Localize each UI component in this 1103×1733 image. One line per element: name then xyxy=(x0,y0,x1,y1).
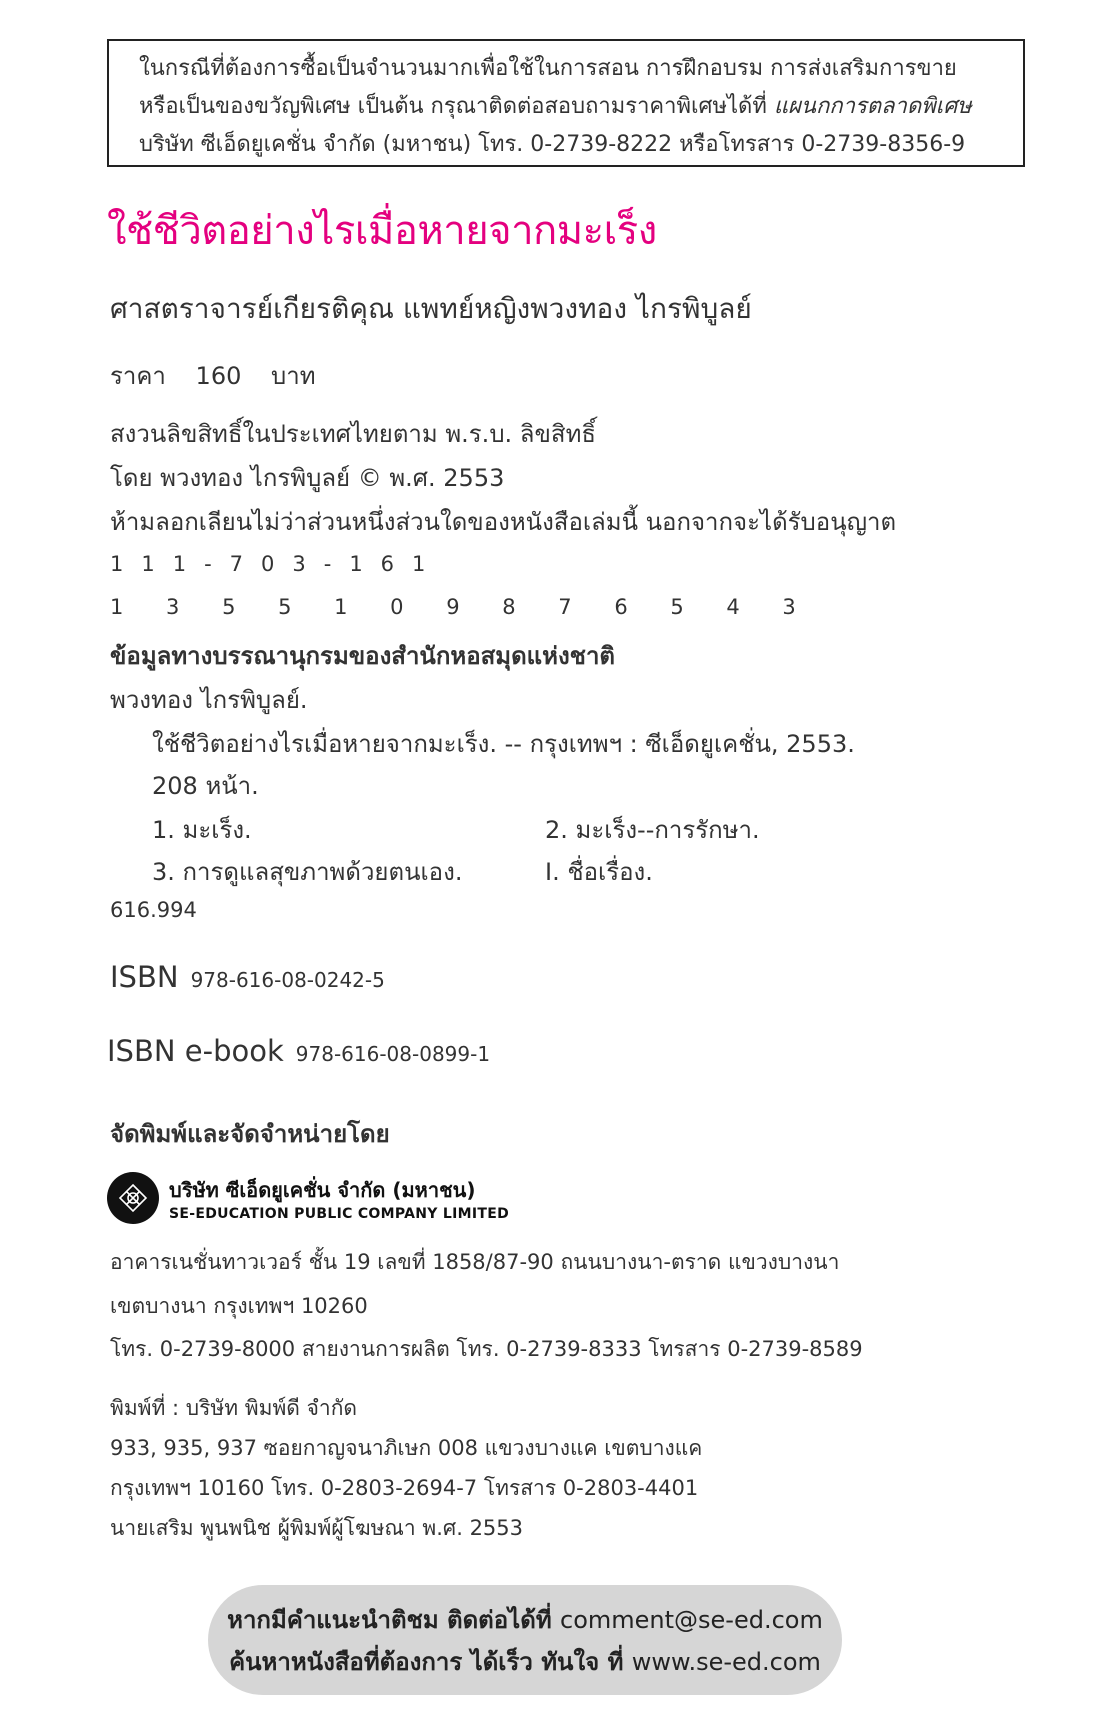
publisher-heading: จัดพิมพ์และจัดจำหน่ายโดย xyxy=(110,1120,390,1148)
website-link[interactable]: www.se-ed.com xyxy=(631,1648,821,1676)
catalog-subject-4: I. ชื่อเรื่อง. xyxy=(545,858,653,886)
book-author: ศาสตราจารย์เกียรติคุณ แพทย์หญิงพวงทอง ไกรพิบูลย์ xyxy=(110,292,752,325)
publisher-name-thai: บริษัท ซีเอ็ดยูเคชั่น จำกัด (มหาชน) xyxy=(169,1178,476,1202)
book-code: 111-703-161 xyxy=(110,552,444,576)
publisher-address-1: อาคารเนชั่นทาวเวอร์ ชั้น 19 เลขที่ 1858/87-90 ถนนบางนา-ตราด แขวงบางนา xyxy=(110,1250,840,1274)
isbn-value: 978-616-08-0242-5 xyxy=(190,968,385,992)
publisher-address-2: เขตบางนา กรุงเทพฯ 10260 xyxy=(110,1294,368,1318)
printer-line-2: 933, 935, 937 ซอยกาญจนาภิเษก 008 แขวงบางแค เขตบางแค xyxy=(110,1436,703,1460)
comment-line xyxy=(208,1599,842,1641)
publisher-phone: โทร. 0-2739-8000 สายงานการผลิต โทร. 0-2739-8333 โทรสาร 0-2739-8589 xyxy=(110,1337,863,1361)
se-ed-emblem-icon xyxy=(107,1172,159,1224)
book-price xyxy=(110,356,338,395)
isbn-ebook-label: ISBN e-book xyxy=(107,1034,284,1068)
catalog-classification: 616.994 xyxy=(110,898,197,922)
printer-line-3: กรุงเทพฯ 10160 โทร. 0-2803-2694-7 โทรสาร 0-2803-4401 xyxy=(110,1476,699,1500)
catalog-entry: ใช้ชีวิตอย่างไรเมื่อหายจากมะเร็ง. -- กรุงเทพฯ : ซีเอ็ดยูเคชั่น, 2553. xyxy=(152,730,855,758)
catalog-subject-1: 1. มะเร็ง. xyxy=(152,816,252,844)
isbn-label: ISBN xyxy=(110,960,179,994)
search-text: ค้นหาหนังสือที่ต้องการ ได้เร็ว ทันใจ ที่ xyxy=(229,1648,624,1676)
notice-line-2-text: หรือเป็นของขวัญพิเศษ เป็นต้น กรุณาติดต่อสอบถามราคาพิเศษได้ที่ xyxy=(139,94,774,119)
comment-email-link[interactable]: comment@se-ed.com xyxy=(560,1606,823,1634)
isbn-ebook-value: 978-616-08-0899-1 xyxy=(295,1042,491,1066)
catalog-subject-3: 3. การดูแลสุขภาพด้วยตนเอง. xyxy=(152,858,463,886)
comment-text: หากมีคำแนะนำติชม ติดต่อได้ที่ xyxy=(227,1606,552,1634)
catalog-subject-2: 2. มะเร็ง--การรักษา. xyxy=(545,816,760,844)
publisher-name-english: SE-EDUCATION PUBLIC COMPANY LIMITED xyxy=(169,1206,510,1222)
search-line xyxy=(208,1641,842,1683)
isbn-line xyxy=(110,960,385,994)
notice-department: แผนกการตลาดพิเศษ xyxy=(773,94,972,119)
price-label: ราคา xyxy=(110,362,166,390)
publisher-logo xyxy=(107,1172,509,1224)
print-run-numbers: 1 3 5 5 1 0 9 8 7 6 5 4 3 xyxy=(110,595,814,619)
isbn-ebook-line xyxy=(107,1034,490,1068)
contact-banner xyxy=(208,1585,842,1695)
copyright-line-2: โดย พวงทอง ไกรพิบูลย์ © พ.ศ. 2553 xyxy=(110,464,505,492)
printer-line-4: นายเสริม พูนพนิช ผู้พิมพ์ผู้โฆษณา พ.ศ. 2553 xyxy=(110,1516,524,1540)
catalog-author: พวงทอง ไกรพิบูลย์. xyxy=(110,686,308,714)
notice-line-3: บริษัท ซีเอ็ดยูเคชั่น จำกัด (มหาชน) โทร. 0-2739-8222 หรือโทรสาร 0-2739-8356-9 xyxy=(139,132,966,157)
notice-line-2 xyxy=(139,88,1023,126)
copyright-line-1: สงวนลิขสิทธิ์ในประเทศไทยตาม พ.ร.บ. ลิขสิทธิ์ xyxy=(110,420,597,448)
book-title: ใช้ชีวิตอย่างไรเมื่อหายจากมะเร็ง xyxy=(107,208,657,254)
price-unit: บาท xyxy=(271,362,316,390)
catalog-heading: ข้อมูลทางบรรณานุกรมของสำนักหอสมุดแห่งชาติ xyxy=(110,642,616,670)
copyright-line-3: ห้ามลอกเลียนไม่ว่าส่วนหนึ่งส่วนใดของหนังสือเล่มนี้ นอกจากจะได้รับอนุญาต xyxy=(110,508,897,536)
special-sales-notice xyxy=(107,39,1025,167)
catalog-pages: 208 หน้า. xyxy=(152,772,259,800)
price-value: 160 xyxy=(195,362,242,390)
notice-line-1: ในกรณีที่ต้องการซื้อเป็นจำนวนมากเพื่อใช้ในการสอน การฝึกอบรม การส่งเสริมการขาย xyxy=(139,56,957,81)
printer-line-1: พิมพ์ที่ : บริษัท พิมพ์ดี จำกัด xyxy=(110,1396,358,1420)
